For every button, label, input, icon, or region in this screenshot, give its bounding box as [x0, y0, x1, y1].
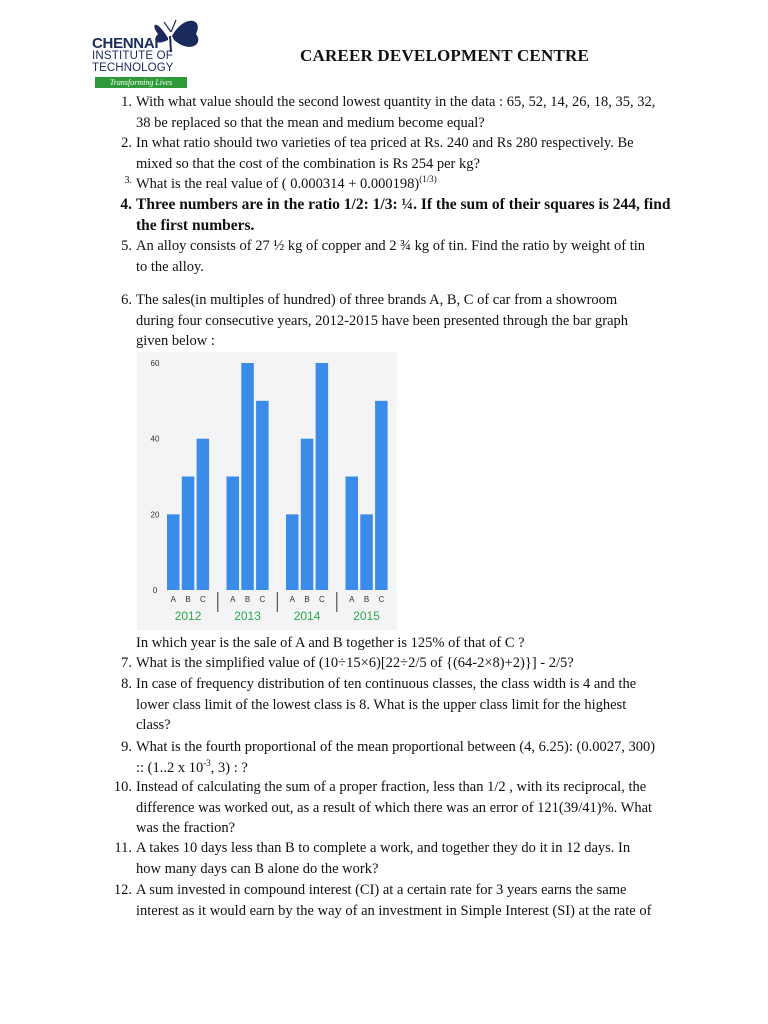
question-text-line: The sales(in multiples of hundred) of three brands A, B, C of car from a showroom	[136, 292, 618, 308]
logo-tagline: Transforming Lives	[95, 77, 187, 88]
question-text-line: the first numbers.	[136, 216, 255, 234]
question-text-line: An alloy consists of 27 ½ kg of copper and 2 ¾ kg of tin. Find the ratio by weight of tin	[136, 238, 646, 254]
question-number: 5.	[121, 238, 132, 254]
category-label: C	[259, 595, 266, 604]
category-label: A	[349, 595, 355, 604]
category-label: C	[199, 595, 206, 604]
y-tick-label: 40	[150, 434, 160, 444]
y-tick-label: 20	[150, 510, 160, 520]
question-text-line: A sum invested in compound interest (CI) at a certain rate for 3 years earns the same	[136, 882, 627, 898]
question-number: 12.	[113, 882, 132, 898]
question-number: 4.	[120, 196, 132, 213]
question-number: 1.	[121, 94, 132, 110]
y-tick-label: 60	[150, 359, 160, 368]
category-label: C	[378, 595, 385, 604]
bar-2013-B	[241, 363, 254, 590]
question-text-line: A takes 10 days less than B to complete a work, and together they do it in 12 days. In	[136, 840, 631, 856]
question-text-line: difference was worked out, as a result of which there was an error of 121(39/41)%. What	[136, 799, 653, 816]
question-exponent: -3	[203, 757, 211, 768]
bar-2014-B	[301, 439, 314, 590]
question-text-line: Three numbers are in the ratio 1/2: 1/3: ¼. If the sum of their squares is 244, find	[136, 196, 671, 213]
question-text-line: 38 be replaced so that the mean and medium become equal?	[136, 114, 485, 131]
question-number: 11.	[114, 840, 132, 856]
question-text-line: In what ratio should two varieties of tea priced at Rs. 240 and Rs 280 respectively. Be	[136, 135, 634, 151]
logo-line-chennai: CHENNAI	[92, 35, 159, 52]
bar-2012-B	[182, 477, 195, 591]
question-text-line: to the alloy.	[136, 258, 204, 275]
institute-logo	[92, 14, 212, 87]
question-number: 3.	[124, 175, 132, 186]
question-text-line: Instead of calculating the sum of a proper fraction, less than 1/2 , with its reciprocal, the	[136, 779, 647, 795]
logo-line-technology: TECHNOLOGY	[92, 62, 174, 74]
question-number: 7.	[121, 655, 132, 671]
category-label: B	[304, 595, 310, 604]
category-label: A	[289, 595, 295, 604]
page-title: CAREER DEVELOPMENT CENTRE	[300, 46, 590, 65]
year-label: 2015	[353, 609, 380, 623]
bar-2012-C	[197, 439, 210, 590]
bar-chart-svg	[137, 352, 397, 630]
question-text-line: What is the simplified value of (10÷15×6)[22÷2/5 of {(64-2×8)+2)}] - 2/5?	[136, 655, 574, 671]
question-number: 6.	[121, 292, 132, 308]
category-label: B	[363, 595, 370, 604]
question-text-line: mixed so that the cost of the combination is Rs 254 per kg?	[136, 155, 480, 172]
bar-2015-C	[375, 401, 388, 590]
question-number: 8.	[121, 676, 132, 692]
bar-2013-A	[227, 477, 240, 591]
question-number: 9.	[121, 739, 132, 755]
bar-2015-A	[346, 477, 359, 591]
question-text-line: In which year is the sale of A and B together is 125% of that of C ?	[136, 635, 525, 651]
question-exponent: (1/3)	[419, 174, 437, 185]
category-label: B	[244, 595, 251, 604]
question-text-line: What is the fourth proportional of the mean proportional between (4, 6.25): (0.0027, 300)	[136, 739, 656, 755]
question-text-line: With what value should the second lowest quantity in the data : 65, 52, 14, 26, 18, 35, 32,	[136, 94, 656, 110]
logo-line-institute: INSTITUTE OF	[92, 50, 173, 62]
category-label: A	[170, 595, 176, 604]
category-label: B	[185, 595, 191, 604]
year-label: 2013	[234, 609, 261, 623]
question-text-line: given below :	[136, 333, 215, 349]
question-text-line: how many days can B alone do the work?	[136, 860, 379, 877]
question-number: 2.	[121, 135, 132, 151]
question-text-line: interest as it would earn by the way of an investment in Simple Interest (SI) at the rate of	[136, 902, 652, 919]
question-text: :: (1..2 x 10	[136, 759, 204, 776]
year-label: 2014	[293, 609, 321, 623]
bar-2012-A	[167, 514, 180, 590]
question-text: What is the real value of ( 0.000314 + 0.000198)	[136, 176, 420, 192]
question-number: 10.	[113, 779, 132, 795]
sales-bar-chart	[137, 352, 397, 630]
question-text-line: during four consecutive years, 2012-2015 have been presented through the bar graph	[136, 312, 629, 329]
y-tick-label: 0	[152, 586, 158, 595]
question-text-line: class?	[136, 717, 171, 733]
category-label: C	[318, 595, 325, 604]
category-label: A	[230, 595, 236, 604]
bar-2015-B	[360, 514, 373, 590]
bar-2014-C	[316, 363, 329, 590]
question-text-line: was the fraction?	[136, 820, 236, 836]
bar-2014-A	[286, 514, 299, 590]
bar-2013-C	[256, 401, 269, 590]
question-text-line: In case of frequency distribution of ten continuous classes, the class width is 4 and the	[136, 676, 637, 692]
question-text-line	[136, 758, 678, 779]
year-label: 2012	[174, 609, 202, 623]
question-text: , 3) : ?	[210, 759, 248, 776]
question-text-line: lower class limit of the lowest class is 8. What is the upper class limit for the highest	[136, 696, 627, 713]
